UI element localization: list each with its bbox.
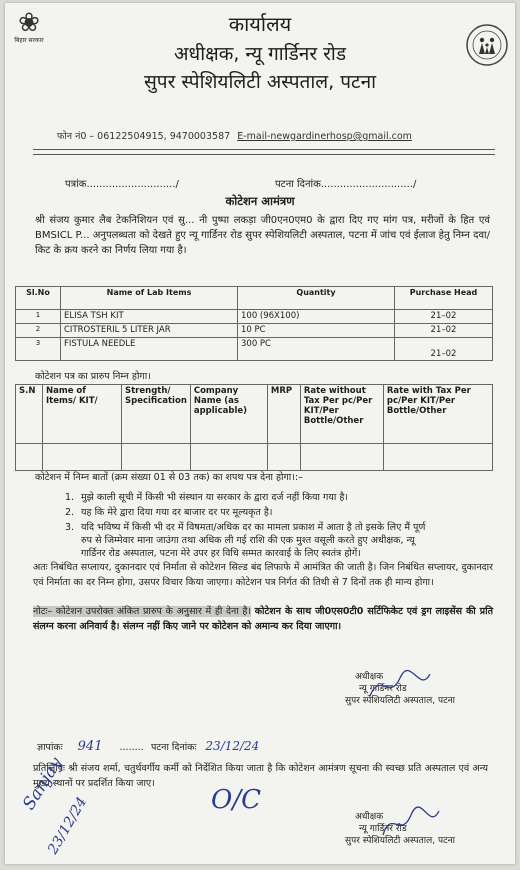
document-title: कोटेशन आमंत्रण <box>225 194 295 208</box>
signature-designation: अधीक्षक <box>355 812 384 822</box>
table-row <box>16 310 493 324</box>
intro-paragraph: श्री संजय कुमार लैब टेकनिशियन एवं सु... नी पुष्पा लकड़ा जी0एन0एम0 के द्वारा दिए गए मांग पत्र, मरीजों के हित एवं BMSICL P... अनुपलब्धता को देखते हुए न्यू गार्डिनर रोड सुपर स्पेशियलिटी अस्पताल, पटना में जांच एवं ईलाज हेतु निम्न दवा/किट के क्रय करने का निर्णय लिया गया है। <box>35 215 490 256</box>
signature-office: न्यू गार्डिनर रोड <box>359 684 407 694</box>
col-quantity: Quantity <box>238 287 395 310</box>
lab-items-table <box>15 286 493 361</box>
office-subheading: अधीक्षक, न्यू गार्डिनर रोड <box>174 43 346 65</box>
col-company: Company Name (as applicable) <box>190 385 267 444</box>
col-item-name: Name of Lab Items <box>61 287 238 310</box>
row-item-name: CITROSTERIL 5 LITER JAR <box>61 324 238 338</box>
col-rate-without-tax: Rate without Tax Per pc/Per KIT/Per Bottle/Other <box>300 385 383 444</box>
signature-hospital: सुपर स्पेशियलिटी अस्पताल, पटना <box>345 696 455 706</box>
row-purchase-head: 21–02 <box>395 310 493 324</box>
signature-hospital: सुपर स्पेशियलिटी अस्पताल, पटना <box>345 836 455 846</box>
col-slno: Sl.No <box>16 287 61 310</box>
col-strength: Strength/ Specification <box>122 385 191 444</box>
handwritten-date: 23/12/24 <box>45 794 91 857</box>
signature-office: न्यू गार्डिनर रोड <box>359 824 407 834</box>
note-requirements: कोटेशन के साथ जी0एस0टी0 सर्टिफिकेट एवं ड्रग लाइसेंस की प्रति संलग्न करना अनिवार्य है। संलग्न नहीं किए जाने पर कोटेशन को अमान्य कर दिया जाएगा। <box>33 606 493 632</box>
handwritten-signature-1 <box>365 666 435 706</box>
row-slno: 1 <box>16 310 61 324</box>
col-mrp: MRP <box>267 385 300 444</box>
dispatch-date-field: पटना दिनांकः 23/12/24 <box>151 739 260 753</box>
quotation-format-table <box>15 384 493 471</box>
row-purchase-head: 21–02 <box>395 324 493 338</box>
row-item-name: FISTULA NEEDLE <box>61 338 238 361</box>
table-row <box>16 444 493 471</box>
table-header-row <box>16 287 493 310</box>
note-highlight: नोटः– कोटेशन उपरोक्त अंकित प्रारुप के अनुसार में ही देना है। <box>33 606 252 617</box>
note-paragraph <box>33 604 493 634</box>
row-quantity: 300 PC <box>238 338 395 361</box>
emblem-caption: बिहार सरकार <box>14 37 44 44</box>
col-purchase-head: Purchase Head <box>395 287 493 310</box>
row-quantity: 10 PC <box>238 324 395 338</box>
copy-note: प्रतिलिपिः श्री संजय शर्मा, चतुर्थवर्गीय कर्मी को निर्देशित किया जाता है कि कोटेशन आमंत्रण सूचना की स्वच्छ प्रति अस्पताल एवं अन्य मुख्य स्थानों पर प्रदर्शित किया जाए। <box>33 763 488 789</box>
table-row <box>16 338 493 361</box>
list-item: 3. यदि भविष्य में किसी भी दर में विषमता/अधिक दर का मामला प्रकाश में आता है तो इसके लिए मैं पूर्ण <box>65 522 426 533</box>
empty-cell <box>267 444 300 471</box>
col-sn: S.N <box>16 385 43 444</box>
invitation-paragraph: अतः निबंधित सप्लायर, दुकानदार एवं निर्माता से कोटेशन सिल्ड बंद लिफाफे में आमंत्रित की जाती है। जिन निबंधित सप्लायर, दुकानदार एवं निर्माता का दर निम्न होगा, उसपर विचार किया जाएगा। कोटेशन पत्र निर्गत की तिथी से 7 दिनों तक ही मान्य होगा। <box>33 562 493 588</box>
empty-cell <box>43 444 122 471</box>
dispatch-number-field: ज्ञापांकः 941 ........ <box>37 739 144 754</box>
handwritten-name: Sanjay <box>19 754 67 814</box>
contact-line <box>57 129 412 142</box>
quotation-notice-document <box>5 3 515 864</box>
signature-designation: अधीक्षक <box>355 672 384 682</box>
handwritten-oc: O/C <box>211 785 261 815</box>
dispatch-number: 941 <box>77 739 103 754</box>
header-rule <box>33 149 495 150</box>
row-item-name: ELISA TSH KIT <box>61 310 238 324</box>
empty-cell <box>16 444 43 471</box>
dispatch-date: 23/12/24 <box>205 739 260 753</box>
table-row <box>16 324 493 338</box>
email-address: E-mail-newgardinerhosp@gmail.com <box>237 131 412 142</box>
header-rule-2 <box>33 154 495 155</box>
list-item: रुप से जिम्मेवार माना जाउंगा तथा अधिक ली गई राशि की एक मुश्त वसूली करते हुए अधीक्षक, न्यू <box>81 535 415 546</box>
list-item: 2. यह कि मेरे द्वारा दिया गया दर बाजार दर पर मूल्यकृत है। <box>65 507 273 518</box>
empty-cell <box>122 444 191 471</box>
table-header-row <box>16 385 493 444</box>
format-label: कोटेशन पत्र का प्रारुप निम्न होगा। <box>35 371 151 382</box>
letter-date: पटना दिनांक............................./ <box>275 179 417 190</box>
empty-cell <box>300 444 383 471</box>
letter-number: पत्रांक............................/ <box>65 179 179 190</box>
col-rate-with-tax: Rate with Tax Per pc/Per KIT/Per Bottle/Other <box>383 385 492 444</box>
row-slno: 3 <box>16 338 61 361</box>
empty-cell <box>190 444 267 471</box>
empty-cell <box>383 444 492 471</box>
list-item: 1. मुझे काली सूची में किसी भी संस्थान या सरकार के द्वारा दर्ज नहीं किया गया है। <box>65 492 348 503</box>
col-items-name: Name of Items/ KIT/ <box>43 385 122 444</box>
bodhi-tree-icon: ❀ <box>18 8 40 38</box>
affidavit-label: कोटेशन में निम्न बातों (क्रम संख्या 01 से 03 तक) का शपथ पत्र देना होगा।:– <box>35 472 303 483</box>
phone-numbers: फोन नं0 – 06122504915, 9470003587 <box>57 131 231 142</box>
row-quantity: 100 (96X100) <box>238 310 395 324</box>
row-purchase-head: 21–02 <box>395 338 493 361</box>
hospital-name: सुपर स्पेशियलिटी अस्पताल, पटना <box>143 71 377 93</box>
office-heading: कार्यालय <box>228 12 292 36</box>
row-slno: 2 <box>16 324 61 338</box>
handwritten-signature-2 <box>377 801 447 846</box>
list-item: गार्डिनर रोड अस्पताल, पटना मेरे उपर हर विधि सम्मत कारवाई के लिए स्वतंत्र होगें। <box>81 548 361 559</box>
